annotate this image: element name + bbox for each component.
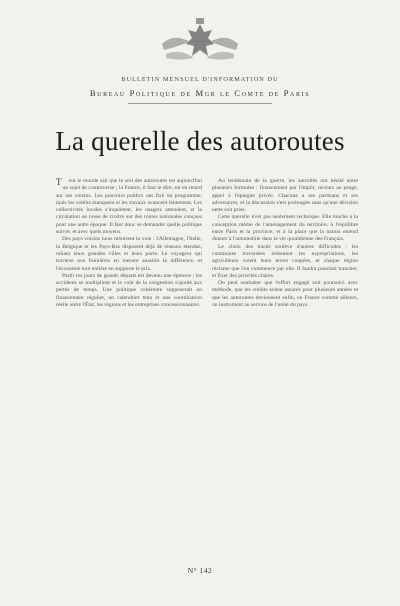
bureau-heading: Bureau Politique de Mgr le Comte de Paris [89,88,311,98]
page-number: N° 142 [187,566,213,575]
text-column-left [56,178,202,558]
article-title: La querelle des autoroutes [55,126,345,156]
paragraph: Des pays voisins nous montrent la voie : l'Allemagne, l'Italie, la Belgique et les Pays-Bas disposent déjà de réseaux étendus, reliant leurs grandes villes et leurs ports. Le voyageur qui traverse nos frontières en mesure aussitôt la différence, et l'économie tout entière en supporte le prix. [56,236,202,272]
paragraph: Au lendemain de la guerre, les autorités ont hésité entre plusieurs formules : financement par l'impôt, recours au péage, appel à l'épargne privée. Chacune a ses partisans et ses adversaires, et la discussion s'est prolongée sans qu'une décision nette soit prise. [212,178,358,214]
paragraph: Partir les jours de grands départs est devenu une épreuve ; les accidents se multiplient et le coût de la congestion s'ajoute aux pertes de temps. Une politique cohérente supposerait un financement régulier, un calendrier tenu et une coordination réelle entre l'État, les régions et les entreprises concessionnaires. [56,272,202,309]
paragraph [56,178,202,236]
header-divider [128,103,272,104]
text-column-right [212,178,358,580]
royal-emblem [152,14,248,70]
paragraph: Cette querelle n'est pas seulement technique. Elle touche à la conception même de l'aménagement du territoire, à l'équilibre entre Paris et la province, et à la place que la nation entend donner à l'automobile dans la vie quotidienne des Français. [212,214,358,243]
bulletin-kicker: BULLETIN MENSUEL D'INFORMATION DU [121,76,279,83]
drop-cap: T [56,178,62,187]
paragraph: Le choix des tracés soulève d'autres difficultés : les communes traversées redoutent les expropriations, les agriculteurs voient leurs terres coupées, et chaque région réclame que l'on commence par elle. Il faudra pourtant trancher, et fixer des priorités claires. [212,243,358,279]
paragraph-text: out le monde sait que le sort des autoroutes est aujourd'hui un sujet de controverse ; la France, il faut le dire, est en retard sur ses voisins. Les pouvoirs publics ont fixé un programme, mais les crédits manquent et les travaux avancent lentement. Les collectivités locales s'inquiètent, les usagers attendent, et la circulation ne cesse de croître sur des routes nationales conçues pour une autre époque. Il faut donc se demander quelle politique suivre, et avec quels moyens. [56,178,202,236]
paragraph: On peut souhaiter que l'effort engagé soit poursuivi avec méthode, que les crédits soient assurés pour plusieurs années et que les autoroutes deviennent enfin, en France comme ailleurs, un instrument au service de l'unité du pays. [212,280,358,309]
